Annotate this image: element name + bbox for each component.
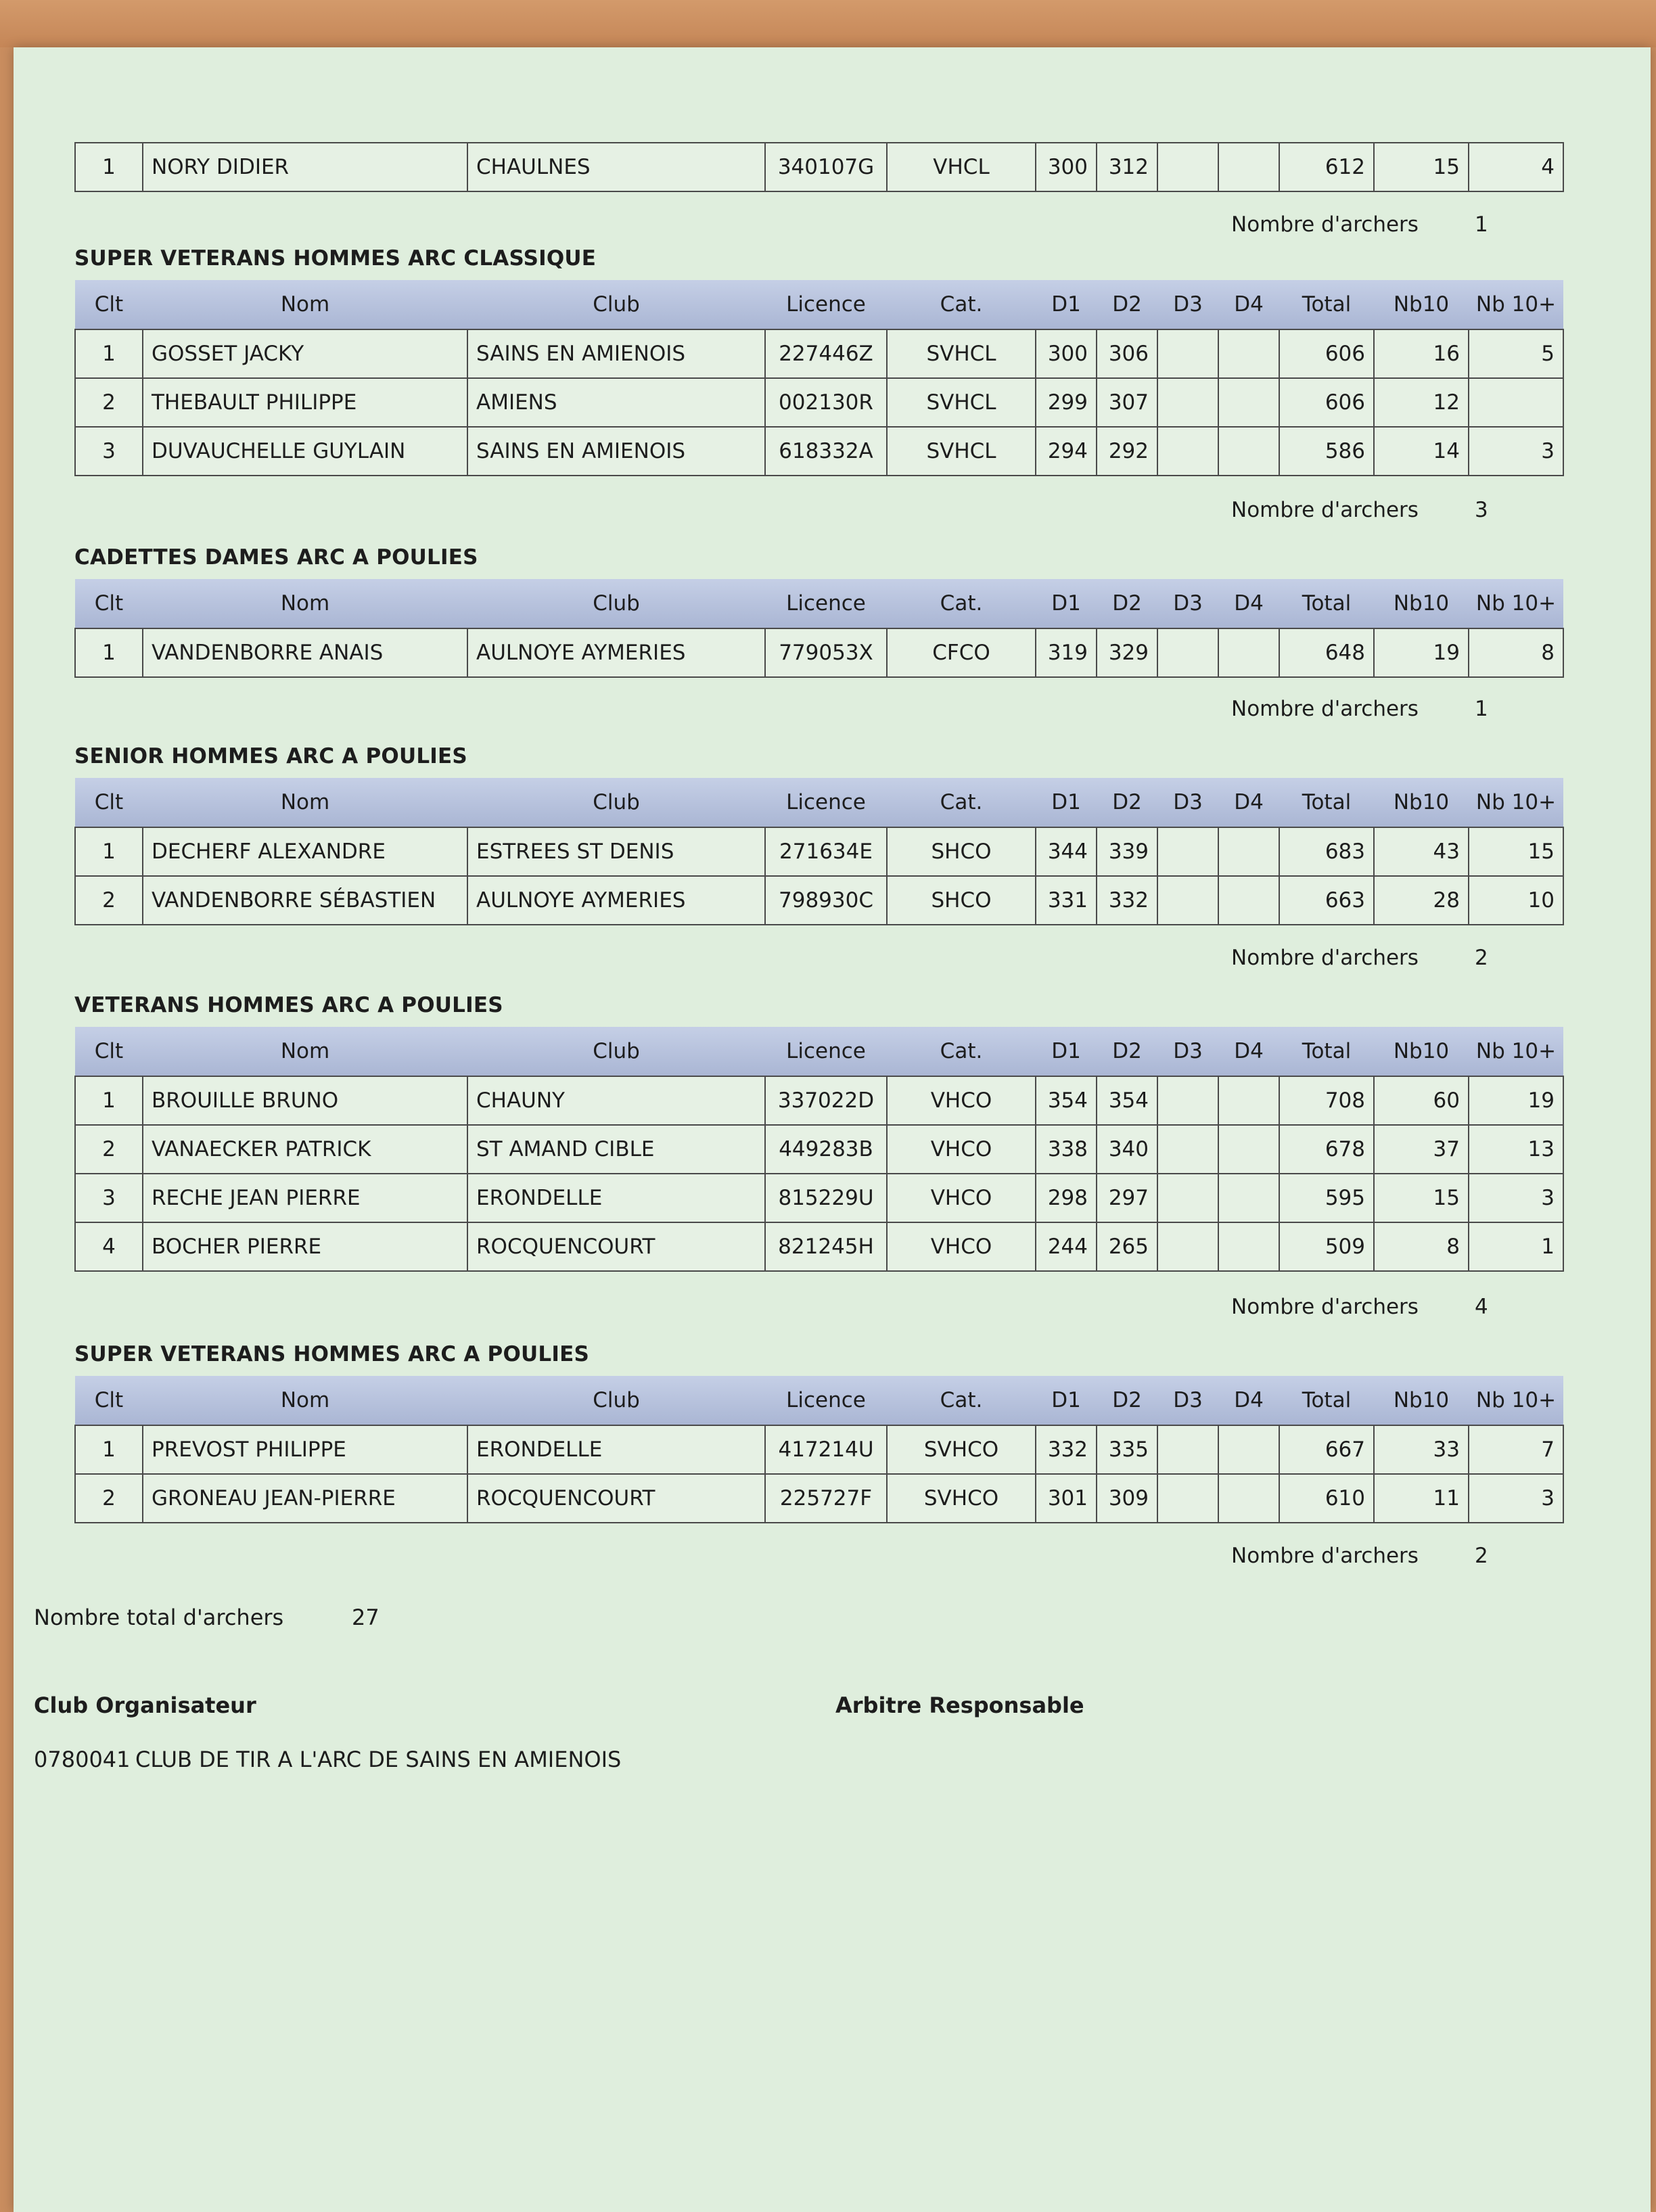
table-cell: 417214U (765, 1425, 887, 1474)
table-cell (1218, 143, 1279, 191)
column-header: D1 (1036, 1376, 1097, 1425)
table-cell: 28 (1374, 876, 1469, 925)
table-cell: 678 (1279, 1125, 1374, 1174)
table-cell: VHCO (887, 1076, 1036, 1125)
column-header: Club (467, 1376, 765, 1425)
club-code: 0780041 (34, 1747, 131, 1772)
table-cell: 19 (1374, 628, 1469, 677)
total-archers-label: Nombre total d'archers (34, 1605, 284, 1630)
table-cell (1218, 1425, 1279, 1474)
table-cell: 708 (1279, 1076, 1374, 1125)
table-cell: SVHCL (887, 378, 1036, 427)
table-cell: AULNOYE AYMERIES (467, 628, 765, 677)
archer-count-label: Nombre d'archers (1231, 946, 1419, 970)
table-row (75, 427, 1563, 476)
table-cell (1157, 378, 1218, 427)
table-cell: 43 (1374, 827, 1469, 876)
table-cell: 798930C (765, 876, 887, 925)
column-header: Nb10 (1374, 280, 1469, 329)
section-title: SUPER VETERANS HOMMES ARC CLASSIQUE (74, 246, 597, 271)
table-cell: 610 (1279, 1474, 1374, 1523)
table-cell: 618332A (765, 427, 887, 476)
column-header: Nb10 (1374, 778, 1469, 827)
table-cell: SVHCL (887, 427, 1036, 476)
archer-count-value: 1 (1475, 212, 1488, 237)
table-cell: BOCHER PIERRE (143, 1222, 467, 1271)
sheet-content (14, 47, 1651, 2212)
archer-count (1231, 697, 1488, 721)
table-cell: 586 (1279, 427, 1374, 476)
table-cell: 309 (1097, 1474, 1157, 1523)
table-cell: CFCO (887, 628, 1036, 677)
column-header: Nb10 (1374, 1376, 1469, 1425)
table-cell: 15 (1374, 1174, 1469, 1222)
header-row (75, 1027, 1563, 1076)
table-cell: 60 (1374, 1076, 1469, 1125)
archer-count-label: Nombre d'archers (1231, 212, 1419, 237)
table-cell (1157, 329, 1218, 378)
column-header: Clt (75, 280, 143, 329)
table-cell: 779053X (765, 628, 887, 677)
table-cell: 4 (75, 1222, 143, 1271)
table-cell: 1 (75, 1425, 143, 1474)
column-header: D3 (1157, 1027, 1218, 1076)
column-header: Nom (143, 579, 467, 628)
section-title: SENIOR HOMMES ARC A POULIES (74, 744, 467, 768)
club-name: CLUB DE TIR A L'ARC DE SAINS EN AMIENOIS (135, 1747, 622, 1772)
column-header: Nb 10+ (1469, 778, 1563, 827)
table-cell: 227446Z (765, 329, 887, 378)
table-cell: 299 (1036, 378, 1097, 427)
column-header: Licence (765, 579, 887, 628)
table-cell (1218, 827, 1279, 876)
table-cell (1157, 1222, 1218, 1271)
table-cell (1218, 628, 1279, 677)
table-cell: 14 (1374, 427, 1469, 476)
table-row (75, 329, 1563, 378)
table-cell: 354 (1097, 1076, 1157, 1125)
table-cell: 271634E (765, 827, 887, 876)
column-header: Cat. (887, 280, 1036, 329)
column-header: Total (1279, 1027, 1374, 1076)
archer-count-label: Nombre d'archers (1231, 1544, 1419, 1568)
column-header: D1 (1036, 778, 1097, 827)
table-cell: 37 (1374, 1125, 1469, 1174)
table-cell (1218, 1125, 1279, 1174)
table-cell: AMIENS (467, 378, 765, 427)
table-cell: 815229U (765, 1174, 887, 1222)
table-cell: 19 (1469, 1076, 1563, 1125)
table-cell: VHCO (887, 1222, 1036, 1271)
club-organisateur-label: Club Organisateur (34, 1692, 256, 1718)
header-row (75, 280, 1563, 329)
results-sheet (14, 47, 1651, 2212)
archer-count-value: 1 (1475, 697, 1488, 721)
table-cell: 2 (75, 1125, 143, 1174)
archer-count-value: 3 (1475, 498, 1488, 522)
column-header: Licence (765, 1027, 887, 1076)
table-cell (1218, 876, 1279, 925)
table-cell (1218, 378, 1279, 427)
column-header: Nom (143, 280, 467, 329)
table-cell: 329 (1097, 628, 1157, 677)
table-row (75, 378, 1563, 427)
table-cell: 301 (1036, 1474, 1097, 1523)
results-table (74, 280, 1564, 476)
archer-count (1231, 946, 1488, 970)
table-cell (1218, 329, 1279, 378)
table-cell: BROUILLE BRUNO (143, 1076, 467, 1125)
table-cell: VANDENBORRE SÉBASTIEN (143, 876, 467, 925)
table-cell: 3 (1469, 1174, 1563, 1222)
table-cell: 33 (1374, 1425, 1469, 1474)
table-cell: 2 (75, 876, 143, 925)
archer-count-value: 2 (1475, 946, 1488, 970)
table-cell: 306 (1097, 329, 1157, 378)
table-cell (1218, 1174, 1279, 1222)
table-cell: CHAULNES (467, 143, 765, 191)
column-header: D4 (1218, 579, 1279, 628)
column-header: Licence (765, 280, 887, 329)
table-cell: SHCO (887, 827, 1036, 876)
column-header: D3 (1157, 280, 1218, 329)
archer-count-label: Nombre d'archers (1231, 697, 1419, 721)
table-cell: 13 (1469, 1125, 1563, 1174)
column-header: D3 (1157, 579, 1218, 628)
column-header: D1 (1036, 579, 1097, 628)
table-cell: 332 (1097, 876, 1157, 925)
table-cell: RECHE JEAN PIERRE (143, 1174, 467, 1222)
table-cell: PREVOST PHILIPPE (143, 1425, 467, 1474)
column-header: Cat. (887, 778, 1036, 827)
table-cell: 12 (1374, 378, 1469, 427)
table-cell: CHAUNY (467, 1076, 765, 1125)
table-cell (1157, 628, 1218, 677)
column-header: D1 (1036, 1027, 1097, 1076)
table-cell (1157, 876, 1218, 925)
table-cell: VHCO (887, 1174, 1036, 1222)
header-row (75, 579, 1563, 628)
table-cell: ROCQUENCOURT (467, 1474, 765, 1523)
table-row (75, 1222, 1563, 1271)
table-cell: 312 (1097, 143, 1157, 191)
table-row (75, 628, 1563, 677)
table-cell: 294 (1036, 427, 1097, 476)
table-cell: 1 (1469, 1222, 1563, 1271)
archer-count (1231, 1544, 1488, 1568)
table-cell: DECHERF ALEXANDRE (143, 827, 467, 876)
archer-count (1231, 1295, 1488, 1319)
table-cell: 449283B (765, 1125, 887, 1174)
table-cell: 319 (1036, 628, 1097, 677)
table-cell: VANAECKER PATRICK (143, 1125, 467, 1174)
column-header: Total (1279, 778, 1374, 827)
column-header: Licence (765, 1376, 887, 1425)
table-cell (1157, 827, 1218, 876)
table-cell: ERONDELLE (467, 1174, 765, 1222)
results-table (74, 1027, 1564, 1272)
column-header: D3 (1157, 1376, 1218, 1425)
column-header: Total (1279, 1376, 1374, 1425)
table-cell: SHCO (887, 876, 1036, 925)
table-cell: 3 (1469, 427, 1563, 476)
column-header: D2 (1097, 1376, 1157, 1425)
column-header: D4 (1218, 1027, 1279, 1076)
column-header: Nb 10+ (1469, 579, 1563, 628)
table-cell: VANDENBORRE ANAIS (143, 628, 467, 677)
column-header: D4 (1218, 1376, 1279, 1425)
column-header: Nb 10+ (1469, 1376, 1563, 1425)
header-row (75, 778, 1563, 827)
column-header: Nom (143, 778, 467, 827)
column-header: Nom (143, 1376, 467, 1425)
table-cell: 5 (1469, 329, 1563, 378)
table-row (75, 1125, 1563, 1174)
table-cell: 667 (1279, 1425, 1374, 1474)
table-cell: THEBAULT PHILIPPE (143, 378, 467, 427)
table-row (75, 876, 1563, 925)
table-cell: 663 (1279, 876, 1374, 925)
column-header: Clt (75, 579, 143, 628)
total-archers-value: 27 (352, 1605, 380, 1630)
table-cell: ROCQUENCOURT (467, 1222, 765, 1271)
table-cell: SVHCO (887, 1474, 1036, 1523)
table-cell: 3 (1469, 1474, 1563, 1523)
column-header: Nb 10+ (1469, 1027, 1563, 1076)
table-cell: 683 (1279, 827, 1374, 876)
column-header: Total (1279, 280, 1374, 329)
table-cell: SVHCL (887, 329, 1036, 378)
table-cell: 297 (1097, 1174, 1157, 1222)
table-cell: 340 (1097, 1125, 1157, 1174)
table-cell: 300 (1036, 329, 1097, 378)
table-cell: 292 (1097, 427, 1157, 476)
table-cell: 2 (75, 1474, 143, 1523)
table-cell: 7 (1469, 1425, 1563, 1474)
table-cell: 337022D (765, 1076, 887, 1125)
section-title: CADETTES DAMES ARC A POULIES (74, 545, 478, 570)
table-cell: ERONDELLE (467, 1425, 765, 1474)
table-cell (1157, 1076, 1218, 1125)
column-header: D3 (1157, 778, 1218, 827)
table-cell: VHCL (887, 143, 1036, 191)
table-cell: 344 (1036, 827, 1097, 876)
column-header: Licence (765, 778, 887, 827)
archer-count-label: Nombre d'archers (1231, 498, 1419, 522)
table-cell: 298 (1036, 1174, 1097, 1222)
arbitre-responsable-label: Arbitre Responsable (835, 1692, 1084, 1718)
table-cell: SVHCO (887, 1425, 1036, 1474)
column-header: D1 (1036, 280, 1097, 329)
table-cell: DUVAUCHELLE GUYLAIN (143, 427, 467, 476)
column-header: D2 (1097, 1027, 1157, 1076)
table-cell: 1 (75, 143, 143, 191)
table-cell (1218, 1222, 1279, 1271)
table-cell: 265 (1097, 1222, 1157, 1271)
table-cell: 2 (75, 378, 143, 427)
table-row (75, 827, 1563, 876)
table-cell: 244 (1036, 1222, 1097, 1271)
table-cell (1218, 427, 1279, 476)
table-cell: 225727F (765, 1474, 887, 1523)
table-cell: 606 (1279, 329, 1374, 378)
column-header: D2 (1097, 280, 1157, 329)
column-header: Club (467, 280, 765, 329)
table-cell: AULNOYE AYMERIES (467, 876, 765, 925)
table-cell: 354 (1036, 1076, 1097, 1125)
column-header: Clt (75, 778, 143, 827)
table-cell: 335 (1097, 1425, 1157, 1474)
table-cell: 300 (1036, 143, 1097, 191)
table-row (75, 1474, 1563, 1523)
section-title: SUPER VETERANS HOMMES ARC A POULIES (74, 1342, 589, 1366)
results-table (74, 1376, 1564, 1523)
table-cell: 3 (75, 427, 143, 476)
column-header: Nom (143, 1027, 467, 1076)
section-title: VETERANS HOMMES ARC A POULIES (74, 993, 503, 1017)
archer-count-label: Nombre d'archers (1231, 1295, 1419, 1319)
table-cell: 16 (1374, 329, 1469, 378)
table-cell: GOSSET JACKY (143, 329, 467, 378)
column-header: Club (467, 1027, 765, 1076)
table-cell: 1 (75, 827, 143, 876)
table-cell: 332 (1036, 1425, 1097, 1474)
table-cell: 612 (1279, 143, 1374, 191)
table-cell (1157, 1425, 1218, 1474)
column-header: Clt (75, 1027, 143, 1076)
archer-count-value: 2 (1475, 1544, 1488, 1568)
table-cell (1218, 1474, 1279, 1523)
table-cell (1157, 1125, 1218, 1174)
column-header: D4 (1218, 280, 1279, 329)
table-cell (1218, 1076, 1279, 1125)
table-cell: 338 (1036, 1125, 1097, 1174)
table-cell: 15 (1469, 827, 1563, 876)
archer-count (1231, 498, 1488, 522)
column-header: Total (1279, 579, 1374, 628)
table-cell: 606 (1279, 378, 1374, 427)
table-cell (1469, 378, 1563, 427)
table-cell: VHCO (887, 1125, 1036, 1174)
table-cell: SAINS EN AMIENOIS (467, 427, 765, 476)
table-cell: 8 (1469, 628, 1563, 677)
table-cell: 15 (1374, 143, 1469, 191)
column-header: D4 (1218, 778, 1279, 827)
archer-count (1231, 212, 1488, 237)
table-cell: 339 (1097, 827, 1157, 876)
table-cell: 509 (1279, 1222, 1374, 1271)
table-cell: 3 (75, 1174, 143, 1222)
table-cell (1157, 427, 1218, 476)
table-cell: 648 (1279, 628, 1374, 677)
column-header: Club (467, 778, 765, 827)
table-cell: 307 (1097, 378, 1157, 427)
table-cell: ST AMAND CIBLE (467, 1125, 765, 1174)
results-table (74, 142, 1564, 192)
column-header: Nb10 (1374, 1027, 1469, 1076)
table-cell: 11 (1374, 1474, 1469, 1523)
column-header: D2 (1097, 778, 1157, 827)
results-table (74, 778, 1564, 925)
table-cell: 1 (75, 329, 143, 378)
column-header: Club (467, 579, 765, 628)
table-cell: NORY DIDIER (143, 143, 467, 191)
column-header: Nb10 (1374, 579, 1469, 628)
table-cell: 340107G (765, 143, 887, 191)
table-cell: GRONEAU JEAN-PIERRE (143, 1474, 467, 1523)
results-table (74, 579, 1564, 678)
table-row (75, 143, 1563, 191)
column-header: D2 (1097, 579, 1157, 628)
table-cell: 595 (1279, 1174, 1374, 1222)
table-cell: 1 (75, 628, 143, 677)
table-row (75, 1076, 1563, 1125)
table-cell: 10 (1469, 876, 1563, 925)
table-cell: 002130R (765, 378, 887, 427)
header-row (75, 1376, 1563, 1425)
column-header: Cat. (887, 1376, 1036, 1425)
table-cell (1157, 1174, 1218, 1222)
table-cell: 4 (1469, 143, 1563, 191)
table-cell (1157, 143, 1218, 191)
column-header: Clt (75, 1376, 143, 1425)
table-surface (0, 0, 1656, 47)
column-header: Cat. (887, 579, 1036, 628)
column-header: Nb 10+ (1469, 280, 1563, 329)
table-cell (1157, 1474, 1218, 1523)
table-cell: 1 (75, 1076, 143, 1125)
column-header: Cat. (887, 1027, 1036, 1076)
table-row (75, 1425, 1563, 1474)
table-cell: SAINS EN AMIENOIS (467, 329, 765, 378)
table-cell: ESTREES ST DENIS (467, 827, 765, 876)
table-row (75, 1174, 1563, 1222)
archer-count-value: 4 (1475, 1295, 1488, 1319)
table-cell: 8 (1374, 1222, 1469, 1271)
table-cell: 821245H (765, 1222, 887, 1271)
table-cell: 331 (1036, 876, 1097, 925)
